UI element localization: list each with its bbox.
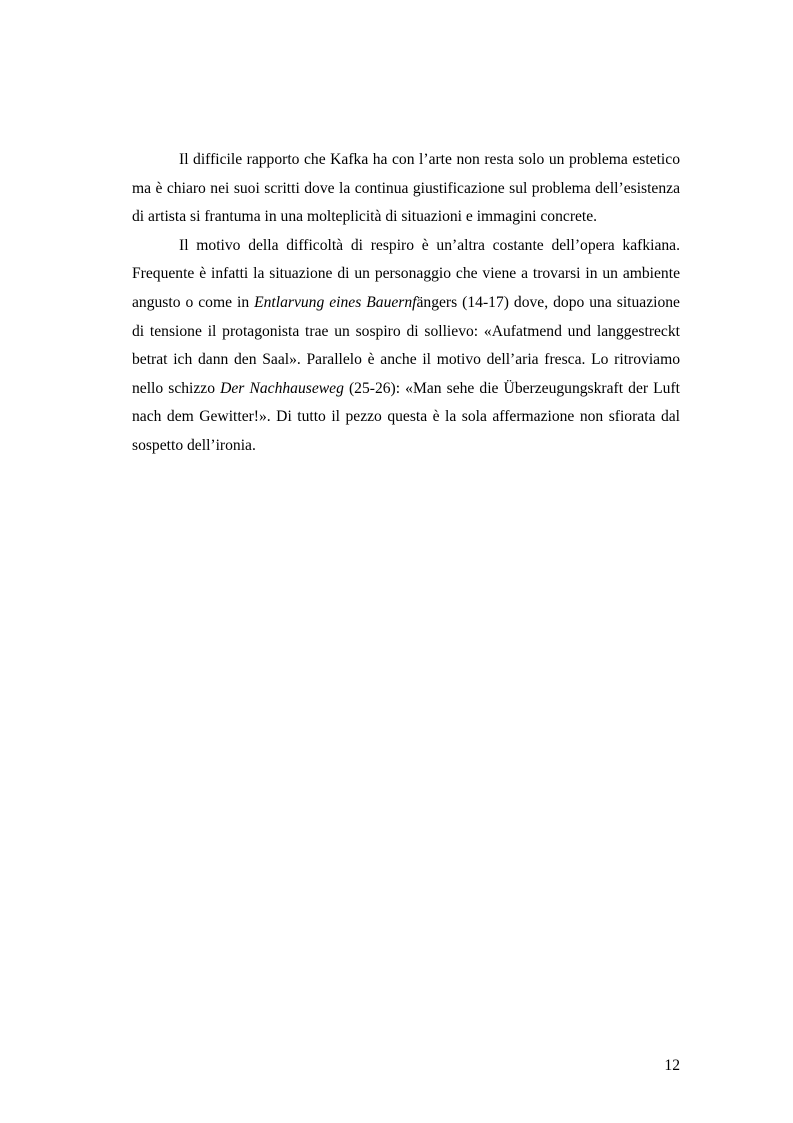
page-number: 12 (664, 1057, 680, 1074)
work-title-entlarvung-tail: ängers (416, 293, 458, 311)
body-text (132, 146, 680, 461)
work-title-nachhauseweg: Der Nachhauseweg (220, 379, 344, 397)
paragraph-art-problem: Il difficile rapporto che Kafka ha con l’arte non resta solo un problema estetico ma è chiaro nei suoi scritti dove la continua giustificazione sul problema dell’esistenza di artista si frantuma in una molteplicità di situazioni e immagini concrete. (132, 151, 680, 226)
paragraph-breath-motif (132, 232, 680, 461)
work-title-entlarvung: Entlarvung eines Bauernf (254, 293, 417, 311)
paragraph-segment: Il motivo della difficoltà di respiro è un’altra costante dell’opera kafkiana. Frequente è infatti la situazione di un personaggio che viene a trovarsi in un ambiente angusto o come in (132, 236, 680, 311)
paragraph-segment: (14-17) dove, dopo una situazione di tensione il protagonista trae un sospiro di sollievo: «Aufatmend und langgestreckt betrat ich dann den Saal». Parallelo è anche il motivo dell’aria fresca. Lo ritroviamo nello schizzo (132, 293, 680, 397)
paragraph-segment: (25-26): «Man sehe die Überzeugungskraft der Luft nach dem Gewitter!». Di tutto il pezzo questa è la sola affermazione non sfiorata dal sospetto dell’ironia. (132, 379, 680, 454)
